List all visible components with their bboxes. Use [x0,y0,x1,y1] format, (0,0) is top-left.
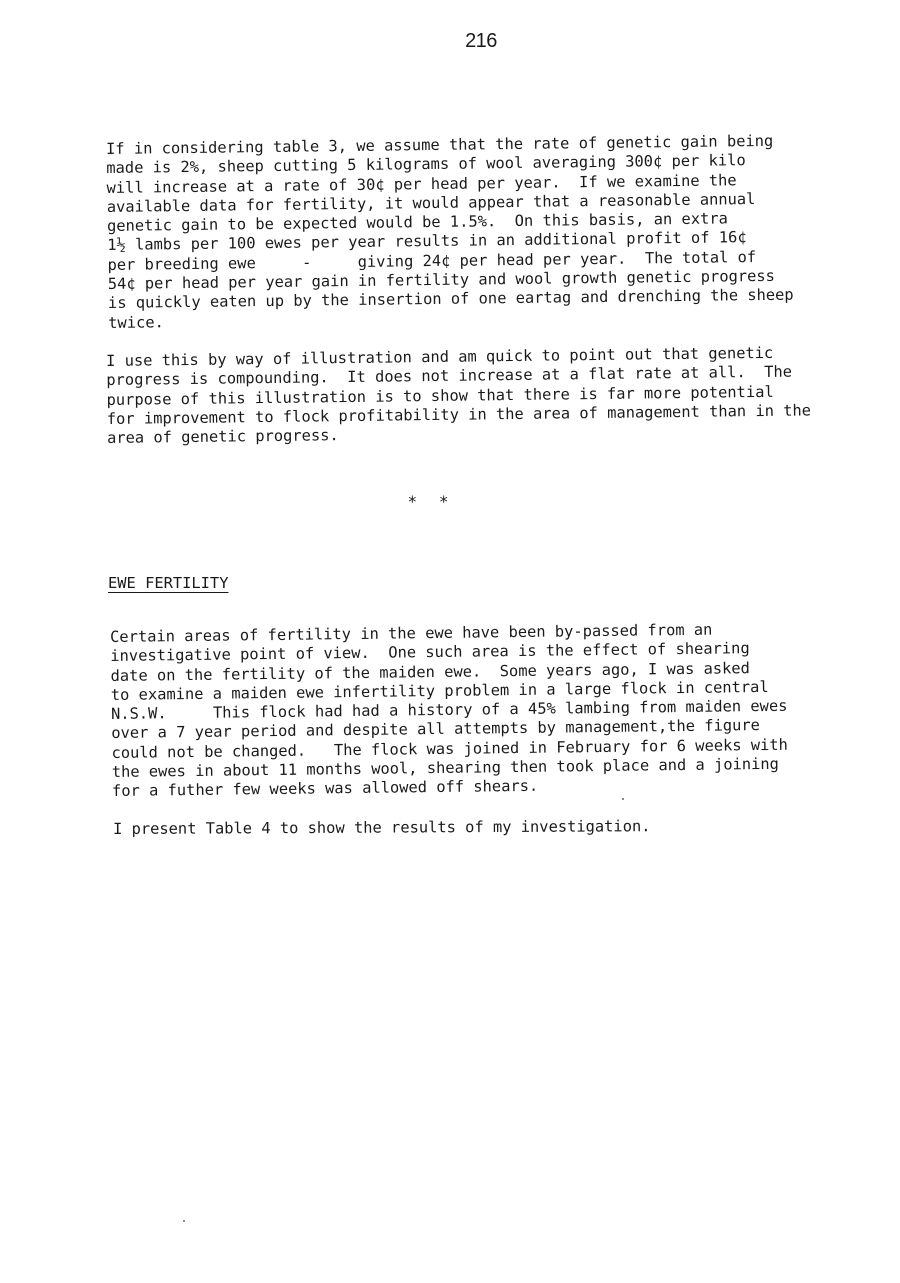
text-line: will increase at a rate of 30¢ per head per year. If we examine the [106,170,737,197]
paragraph-illustration [106,343,847,449]
scan-speck [622,798,624,800]
scan-speck [183,1220,185,1222]
section-heading: EWE FERTILITY [108,574,229,592]
paragraph-ewe-fertility [110,619,852,802]
text-line: purpose of this illustration is to show that there is far more potential [106,382,774,409]
text-line: investigative point of view. One such area is the effect of shearing [110,639,750,666]
text-line: the ewes in about 11 months wool, shearing then took place and a joining [111,754,779,782]
section-separator: * * [407,492,455,511]
text-line: available data for fertility, it would appear that a reasonable annual [106,189,756,216]
text-line: Certain areas of fertility in the ewe have been by-passed from an [110,620,713,646]
text-line: 54¢ per head per year gain in fertility and wool growth genetic progress [107,266,775,294]
text-line: twice. [108,312,164,332]
text-line: N.S.W. This flock had had a history of a 45% lambing from maiden ewes [110,696,788,724]
text-line: to examine a maiden ewe infertility problem in a large flock in central [110,677,769,704]
text-line: 1½ lambs per 100 ewes per year results in an additional profit of 16¢ [107,228,747,255]
text-line: for a futher few weeks was allowed off shears. [111,777,539,801]
text-line: progress is compounding. It does not increase at a flat rate at all. The [106,362,793,390]
text-line: I present Table 4 to show the results of my investigation. [113,817,651,838]
text-line: genetic gain to be expected would be 1.5%. On this basis, an extra [106,209,728,236]
text-line: per breeding ewe - giving 24¢ per head per year. The total of [107,247,757,274]
text-line: area of genetic progress. [106,426,339,448]
text-line: over a 7 year period and despite all attempts by management,the figure [111,716,760,743]
text-line: could not be changed. The flock was joined in February for 6 weeks with [111,735,789,762]
paragraph-genetic-gain [106,131,848,333]
text-line: I use this by way of illustration and am quick to point out that genetic [106,343,774,370]
text-line: made is 2%, sheep cutting 5 kilograms of wool averaging 300¢ per kilo [106,151,746,178]
text-line: for improvement to flock profitability in the area of management than in the [106,401,812,428]
page-number: 216 [465,30,497,52]
text-line: If in considering table 3, we assume that the rate of genetic gain being [106,131,774,158]
text-line: date on the fertility of the maiden ewe. Some years ago, I was asked [110,658,751,685]
paragraph-table-intro [113,816,853,839]
text-line: is quickly eaten up by the insertion of one eartag and drenching the sheep [107,285,794,313]
